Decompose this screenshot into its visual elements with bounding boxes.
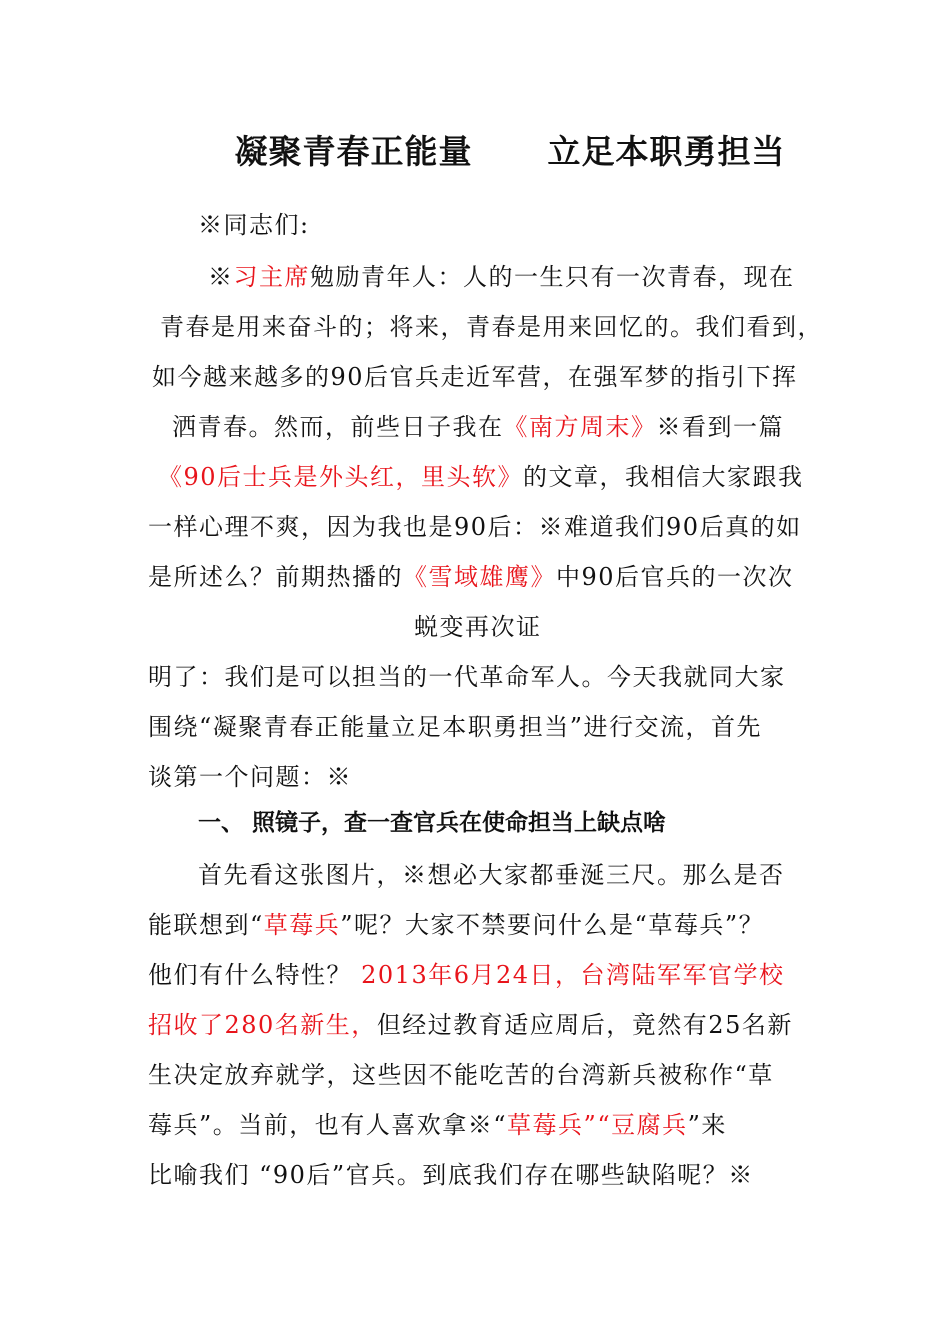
text-segment: 蜕变再次证 — [414, 613, 542, 641]
text-segment: 一样心理不爽，因为我也是90后：※难道我们90后真的如 — [148, 513, 802, 541]
text-segment: 但经过教育适应周后，竟然有25名新 — [376, 1011, 793, 1039]
text-segment: 青春是用来奋斗的；将来，青春是用来回忆的。我们看到， — [160, 313, 823, 341]
body-line — [148, 562, 794, 592]
text-segment: 首先看这张图片，※想必大家都垂涎三尺。那么是否 — [198, 861, 785, 889]
section-line — [148, 1160, 754, 1190]
body-line — [172, 412, 784, 442]
text-segment: 能联想到“ — [148, 911, 264, 939]
text-segment: 他们有什么特性？ — [148, 961, 362, 989]
highlighted-text: 《雪域雄鹰》 — [403, 563, 556, 591]
text-segment: 是所述么？前期热播的 — [148, 563, 403, 591]
body-line — [208, 262, 795, 292]
highlighted-text: 草莓兵”“豆腐兵 — [507, 1111, 688, 1139]
text-segment: ※看到一篇 — [656, 413, 784, 441]
document-title: 凝聚青春正能量 立足本职勇担当 — [234, 132, 786, 171]
section-line — [148, 910, 764, 940]
text-segment: 围绕“凝聚青春正能量立足本职勇担当”进行交流，首先 — [148, 713, 763, 741]
text-segment: 比喻我们 “90后”官兵。到底我们存在哪些缺陷呢？※ — [148, 1161, 754, 1189]
highlighted-text: 习主席 — [233, 263, 310, 291]
text-segment: 勉励青年人：人的一生只有一次青春，现在 — [310, 263, 795, 291]
text-segment: 中90后官兵的一次次 — [556, 563, 794, 591]
text-segment: 莓兵”。当前，也有人喜欢拿※“ — [148, 1111, 508, 1139]
section-line — [148, 1060, 774, 1090]
body-line — [148, 512, 802, 542]
highlighted-text: 《南方周末》 — [503, 413, 657, 441]
text-segment: 生决定放弃就学，这些因不能吃苦的台湾新兵被称作“草 — [148, 1061, 774, 1089]
body-line — [148, 762, 352, 792]
text-segment: 的文章，我相信大家跟我 — [523, 463, 804, 491]
text-segment: 如今越来越多的90后官兵走近军营，在强军梦的指引下挥 — [152, 363, 798, 391]
text-segment: ”呢？大家不禁要问什么是“草莓兵”？ — [340, 911, 765, 939]
body-line — [160, 312, 823, 342]
text-segment: ”来 — [687, 1111, 727, 1139]
highlighted-text: 草莓兵 — [263, 911, 341, 939]
section-line — [148, 960, 785, 990]
text-segment: 洒青春。然而，前些日子我在 — [172, 413, 504, 441]
text-segment: 明了：我们是可以担当的一代革命军人。今天我就同大家 — [148, 663, 786, 691]
section-line — [198, 860, 785, 890]
body-line — [148, 712, 762, 742]
salutation: ※同志们: — [198, 211, 310, 239]
body-line — [158, 462, 804, 492]
section-line — [148, 1010, 793, 1040]
highlighted-text: 2013年6月24日，台湾陆军军官学校 — [361, 961, 785, 989]
body-line — [148, 662, 786, 692]
body-line — [414, 612, 542, 642]
section-line — [148, 1110, 727, 1140]
section-heading: 一、 照镜子，查一查官兵在使命担当上缺点啥 — [198, 810, 667, 836]
body-line — [152, 362, 798, 392]
highlighted-text: 招收了280名新生， — [148, 1011, 377, 1039]
highlighted-text: 《90后士兵是外头红，里头软》 — [158, 463, 524, 491]
text-segment: 谈第一个问题：※ — [148, 763, 352, 791]
text-segment: ※ — [208, 263, 234, 291]
